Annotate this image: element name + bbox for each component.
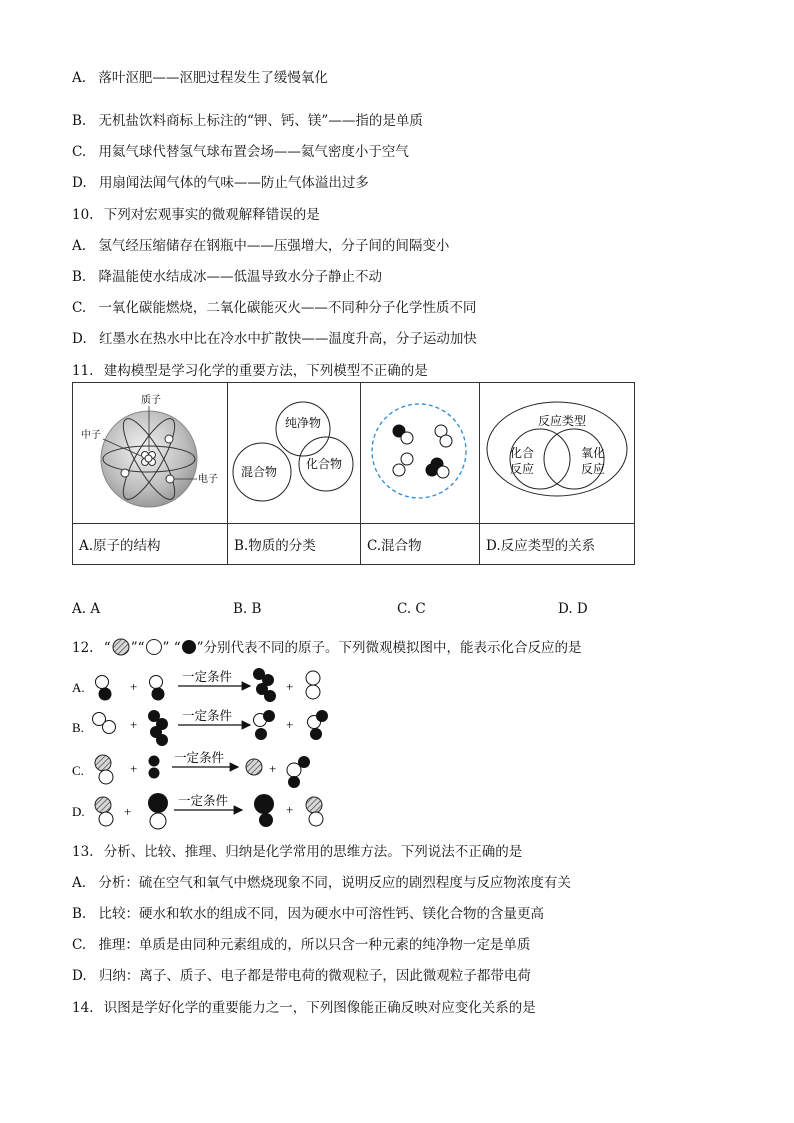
nucleus <box>142 452 156 466</box>
option-text: 氢气经压缩储存在钢瓶中——压强增大，分子间的间隔变小 <box>98 238 450 254</box>
q10-option-d <box>72 327 477 347</box>
option-label: B. <box>72 269 87 285</box>
plus-sign: + <box>130 679 138 694</box>
electron <box>165 435 173 443</box>
question-number: 14. <box>72 1000 94 1016</box>
molecule-white-white <box>393 453 413 476</box>
atom-structure-diagram <box>73 383 227 519</box>
q14-stem <box>72 996 536 1016</box>
plus-sign: + <box>130 717 138 732</box>
neutron-label: 中子 <box>81 430 101 441</box>
q11-stem <box>72 359 428 379</box>
option-label: D. <box>72 968 87 984</box>
option-text: 用扇闻法闻气体的气味——防止气体溢出过多 <box>98 175 369 191</box>
reaction-types-diagram <box>480 383 634 519</box>
caption-b: B.物质的分类 <box>228 524 361 565</box>
reaction-option-a <box>72 668 320 702</box>
option-label: D. <box>72 804 85 819</box>
condition-label: 一定条件 <box>182 709 233 723</box>
q10-option-c <box>72 296 476 316</box>
option-label: B. <box>72 113 87 129</box>
caption-d: D.反应类型的关系 <box>480 524 635 565</box>
option-label: C. <box>72 763 84 778</box>
option-text: 一氧化碳能燃烧，二氧化碳能灭火——不同种分子化学性质不同 <box>98 300 477 316</box>
condition-label: 一定条件 <box>182 670 233 684</box>
option-label: D. <box>72 175 87 191</box>
option-label: A. <box>72 680 85 695</box>
option-label: B. <box>72 906 87 922</box>
hatched-atom-icon <box>111 638 131 656</box>
question-text: 建构模型是学习化学的重要方法，下列模型不正确的是 <box>103 363 428 379</box>
caption-a: A.原子的结构 <box>73 524 228 565</box>
choice-c: C. C <box>397 601 426 617</box>
q12-stem <box>72 636 582 656</box>
electron-label: 电子 <box>198 474 218 485</box>
option-text: 比较：硬水和软水的组成不同，因为硬水中可溶性钙、镁化合物的含量更高 <box>98 906 545 922</box>
question-number: 12. <box>72 640 94 656</box>
question-number: 13. <box>72 844 94 860</box>
option-label: D. <box>72 331 87 347</box>
oxidation-label: 反应 <box>581 462 606 476</box>
option-text: 归纳：离子、质子、电子都是带电荷的微观粒子，因此微观粒子都带电荷 <box>98 968 531 984</box>
question-text: ”分别代表不同的原子。下列微观模拟图中，能表示化合反应的是 <box>196 640 582 656</box>
combination-label: 反应 <box>510 462 535 476</box>
q13-option-d <box>72 964 531 984</box>
mixture-model-diagram <box>361 383 479 519</box>
model-table <box>72 382 635 565</box>
mixture-model-cell <box>361 383 480 524</box>
question-text: 分析、比较、推理、归纳是化学常用的思维方法。下列说法不正确的是 <box>103 844 523 860</box>
reaction-option-d <box>72 793 323 829</box>
option-label: C. <box>72 300 87 316</box>
question-number: 10. <box>72 207 94 223</box>
question-text: 识图是学好化学的重要能力之一，下列图像能正确反映对应变化关系的是 <box>103 1000 536 1016</box>
electron <box>121 469 129 477</box>
substance-classification-diagram <box>228 383 360 519</box>
q13-option-a <box>72 871 571 891</box>
oxidation-label: 氧化 <box>581 446 606 460</box>
quote-mark: ” “ <box>162 640 181 656</box>
q9-option-c <box>72 140 409 160</box>
plus-sign: + <box>124 804 132 819</box>
option-text: 红墨水在热水中比在冷水中扩散快——温度升高，分子运动加快 <box>98 331 477 347</box>
q10-option-a <box>72 234 449 254</box>
quote-mark: ”“ <box>130 640 145 656</box>
q9-option-d <box>72 171 369 191</box>
choice-d: D. D <box>558 601 588 617</box>
option-label: A. <box>72 238 87 254</box>
white-atom-icon <box>145 638 163 656</box>
q13-option-c <box>72 933 530 953</box>
quote-mark: “ <box>103 640 111 656</box>
option-label: B. <box>72 720 84 735</box>
q9-option-b <box>72 109 423 129</box>
compound-label: 化合物 <box>306 457 343 471</box>
plus-sign: + <box>130 761 138 776</box>
molecule-black-white <box>393 425 413 444</box>
choice-b: B. B <box>233 601 262 617</box>
plus-sign: + <box>286 679 294 694</box>
reaction-options-diagram <box>72 664 372 834</box>
option-label: A. <box>72 70 87 86</box>
black-atom-icon <box>181 638 197 656</box>
condition-label: 一定条件 <box>174 751 225 765</box>
option-label: C. <box>72 937 87 953</box>
pure-substance-label: 纯净物 <box>285 416 322 430</box>
container-circle <box>372 404 466 498</box>
combination-label: 化合 <box>510 446 535 460</box>
reaction-option-b <box>72 708 328 746</box>
proton-label: 质子 <box>141 395 161 406</box>
choice-a: A. A <box>72 601 101 617</box>
molecule-black-white <box>426 458 449 478</box>
mixture-label: 混合物 <box>241 465 278 479</box>
question-text: 下列对宏观事实的微观解释错误的是 <box>103 207 320 223</box>
plus-sign: + <box>286 802 294 817</box>
q9-option-a <box>72 66 328 86</box>
option-text: 用氦气球代替氢气球布置会场——氦气密度小于空气 <box>98 144 409 160</box>
q10-stem <box>72 203 320 223</box>
option-label: C. <box>72 144 87 160</box>
substance-classification-cell <box>228 383 361 524</box>
reaction-types-cell <box>480 383 635 524</box>
atom-structure-cell <box>73 383 228 524</box>
plus-sign: + <box>286 717 294 732</box>
q10-option-b <box>72 265 382 285</box>
option-text: 落叶沤肥——沤肥过程发生了缓慢氧化 <box>98 70 328 86</box>
q13-stem <box>72 840 522 860</box>
plus-sign: + <box>269 761 277 776</box>
reaction-types-title: 反应类型 <box>538 414 587 428</box>
condition-label: 一定条件 <box>178 794 229 808</box>
option-text: 分析：硫在空气和氧气中燃烧现象不同，说明反应的剧烈程度与反应物浓度有关 <box>98 875 571 891</box>
reaction-option-c <box>72 750 310 788</box>
option-text: 推理：单质是由同种元素组成的，所以只含一种元素的纯净物一定是单质 <box>98 937 531 953</box>
molecule-white-white <box>435 425 452 447</box>
option-text: 无机盐饮料商标上标注的“钾、钙、镁”——指的是单质 <box>98 113 423 129</box>
caption-c: C.混合物 <box>361 524 480 565</box>
option-text: 降温能使水结成冰——低温导致水分子静止不动 <box>98 269 383 285</box>
electron <box>166 475 174 483</box>
q13-option-b <box>72 902 544 922</box>
question-number: 11. <box>72 363 94 379</box>
option-label: A. <box>72 875 87 891</box>
